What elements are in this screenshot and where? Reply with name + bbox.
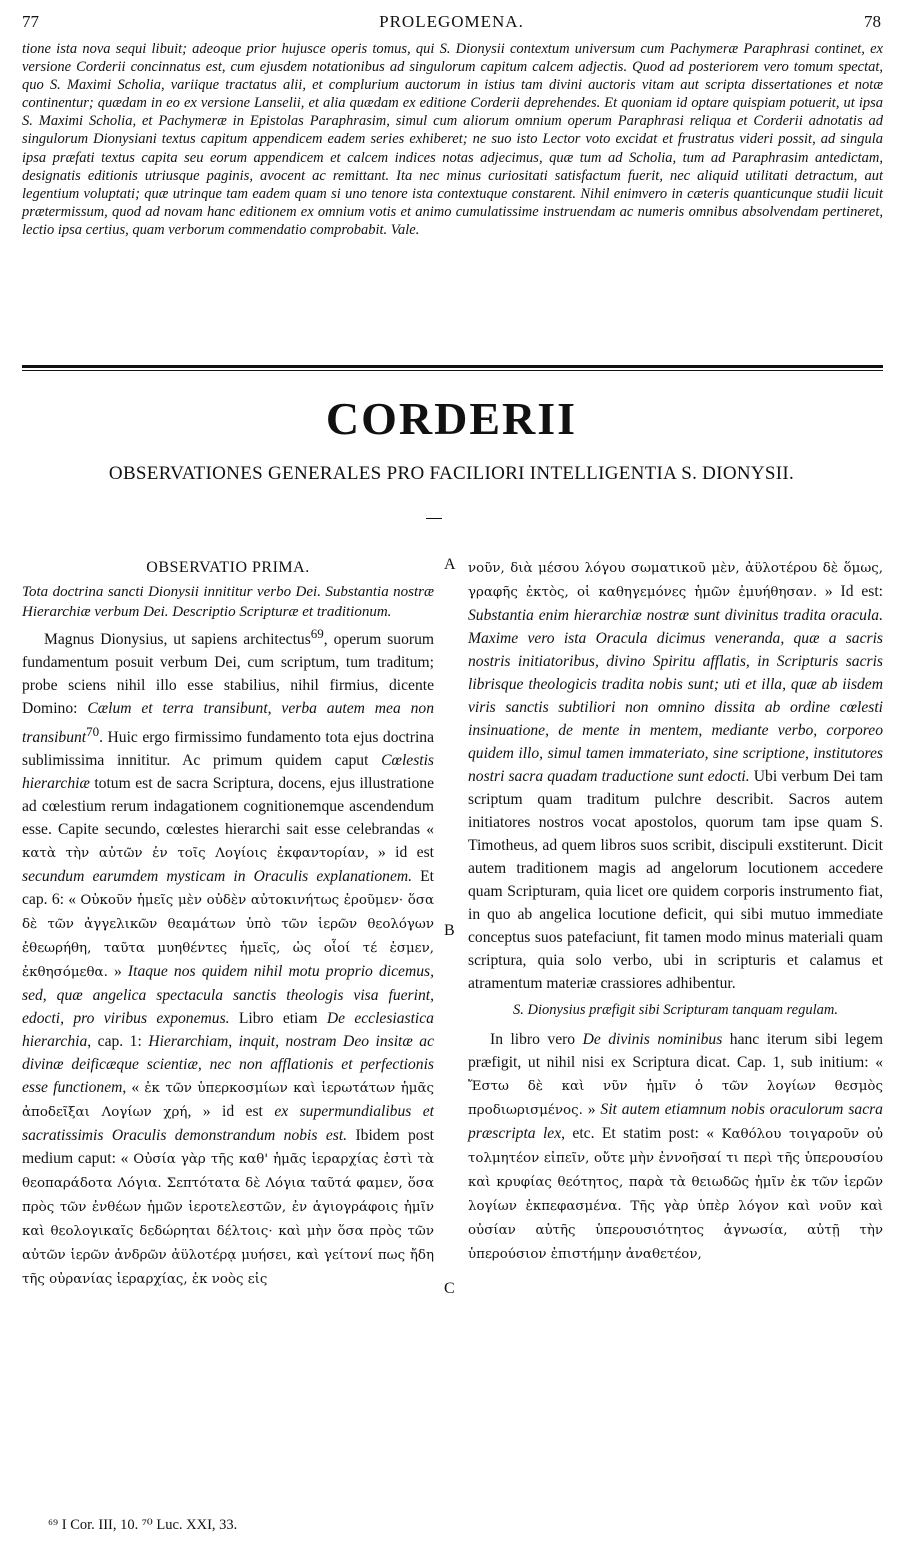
left-paragraph: Magnus Dionysius, ut sapiens architectus$^{69}$, operum suorum fundamentum posuit verbum Dei, cum scriptum, tum traditum; probe sciens nihil illo esse stabilius, nihil firmius, dicente Domino: Cælum et terra transibunt, verba autem mea non transibunt$^{70}$. Huic ergo firmissimo fundamento tota ejus doctrina sublimissima innititur. Ac primum quidem caput Cœlestis hierarchiæ totum est de sacra Scriptura, docens, ejus illustratione ad cœlestium rerum indagationem cognitionemque ascendendum esse. Capite secundo, cœlestes hierarchi sait esse celebrandas « κατὰ τὴν αὐτῶν ἐν τοῖς Λογίοις ἐκφαντορίαν, » id est secundum earumdem mysticam in Oraculis explanationem. Et cap. 6: « Οὐκοῦν ἡμεῖς μὲν οὐδὲν αὐτοκινήτως ἐροῦμεν· ὅσα δὲ τῶν ἀγγελικῶν θεαμάτων ὑπὸ τῶν ἱερῶν θεολόγων ἐθεωρήθη, ταῦτα μυηθέντες ἡμεῖς, ὡς οἷοί τέ ἐσμεν, ἐκθησόμεθα. » Itaque nos quidem nihil motu proprio dicemus, sed, quæ angelica spectacula sanctis theologis visa fuerint, edocti, pro viribus exponemus. Libro etiam De ecclesiastica hierarchia, cap. 1: Hierarchiam, inquit, nostram Deo insitæ ac divinæ deificæque scientiæ, nec non afflationis et perfectionis esse functionem, « ἐκ τῶν ὑπερκοσμίων καὶ ἱερωτάτων ἡμᾶς ἀποδεῖξαι Λογίων χρή, » id est ex supermundialibus et sacratissimis Oraculis demonstrandum nobis est. Ibidem post medium caput: « Οὐσία γὰρ τῆς καθ' ἡμᾶς ἱεραρχίας ἐστὶ τὰ θεοπαράδοτα Λόγια. Σεπτότατα δὲ Λόγια ταῦτά φαμεν, ὅσα πρὸς τῶν ἐνθέων ἡμῶν ἱεροτελεστῶν, ἐν ἁγιογράφοις ἡμῖν καὶ θεολογικαῖς δεδώρηται δέλτοις· καὶ μὴν ὅσα πρὸς τῶν αὐτῶν ἱερῶν ἀνδρῶν ἀϋλοτέρᾳ μυήσει, καὶ γείτονί πως ἤδη τῆς οὐρανίας ἱεραρχίας, ἐκ νοὸς εἰς — [22, 626, 435, 1288]
running-title: PROLEGOMENA. — [379, 12, 524, 31]
intro-text: tione ista nova sequi libuit; adeoque prior hujusce operis tomus, qui S. Dionysii contextum universum cum Pachymeræ Paraphrasi continet, ex versione Corderii concinnatus est, cum ejusdem notationibus ad singulorum capitum calcem adjectis. Quod ad posteriorem vero tomum spectat, quo S. Maximi Scholia, variique tractatus alii, et complurium auctorum in istius tam divini auctoris vitam aut scripta dissertationes et notæ continentur; quædam in eo ex versione Lanselii, et alia quædam ex editione Corderii deprehendes. Et quoniam id optare quispiam potuerit, ut ipsa S. Maximi Scholia, et Pachymeræ in Epistolas Paraphrasim, simul cum aliorum omnium operum Paraphrasi reliqua et Corderii adnotatis ad singulorum Dionysiani textus capitum appendicem eadem series exhiberet; ne suo isto Lector voto excidat et frustratus videri possit, ad singula ipsa præfati textus capita seu eorum appendicem et calcem indices notas adjecimus, quæ tum ad Scholia, tum ad Paraphrasim antedictam, designatis editionis utriusque paginis, avocent ac remittant. Ita nec minus curiositati satisfactum fuerit, nec aliquid utilitati detractum, aut legentium voluptati; quæ utrinque tam eadem quam si uno tenore ista contextuque constarent. Nihil enimvero in cæteris quanticunque studii licuit prætermissum, quod ad novam hanc editionem ex omnium votis et animo cumulatissime instruendam ac numeris omnibus absolvendam pertineret, lectio ipsa certius, quam verborum commendatio comprobabit. Vale. — [22, 41, 883, 238]
margin-letter-c: C — [444, 1280, 455, 1297]
intro-paragraph — [22, 40, 883, 239]
chapter-title: CORDERII — [325, 393, 578, 444]
section-heading: S. Dionysius præfigit sibi Scripturam tanquam regulam. — [513, 1002, 838, 1018]
chapter-subtitle: OBSERVATIONES GENERALES PRO FACILIORI INTELLIGENTIA S. DIONYSII. — [108, 463, 795, 484]
page-number-right: 78 — [864, 12, 881, 31]
running-header — [22, 12, 881, 36]
right-column — [468, 556, 883, 1266]
footnotes: ⁶⁹ I Cor. III, 10. ⁷⁰ Luc. XXI, 33. — [48, 1517, 238, 1533]
section-divider — [22, 365, 883, 371]
footnote-ref-69: 69 — [310, 626, 324, 641]
page-number-left: 77 — [22, 12, 39, 31]
observation-summary: Tota doctrina sancti Dionysii innititur verbo Dei. Substantia nostræ Hierarchiæ verbum Dei. Descriptio Scripturæ et traditionum. — [22, 584, 434, 620]
margin-letter-a: A — [444, 556, 456, 573]
observation-heading: OBSERVATIO PRIMA. — [146, 559, 310, 576]
right-paragraph-2: In libro vero De divinis nominibus hanc iterum sibi legem præfigit, ut nihil nisi ex Scriptura dicat. Cap. 1, sub initium: « Ἔστω δὲ καὶ νῦν ἡμῖν ὁ τῶν λογίων θεσμὸς προδιωρισμένος. » Sit autem etiamnum nobis oraculorum sacra præscripta lex, etc. Et statim post: « Καθόλου τοιγαροῦν οὐ τολμητέον εἰπεῖν, οὔτε μὴν ἐννοῆσαί τι περὶ τῆς ὑπερουσίου καὶ κρυφίας θεότητος, παρὰ τὰ θειωδῶς ἡμῖν ἐκ τῶν ἱερῶν λογίων ἐκπεφασμένα. Τῆς γὰρ ὑπὲρ λόγον καὶ νοῦν καὶ οὐσίαν αὐτῆς ὑπερουσιότητος ἀγνωσία, αὐτῇ τὴν ὑπερούσιον ἐπιστήμην ἀναθετέον, — [468, 1031, 883, 1262]
short-rule — [426, 518, 442, 519]
footnote-ref-70: 70 — [86, 724, 100, 740]
margin-letter-b: B — [444, 922, 455, 939]
left-column — [22, 556, 434, 1291]
right-paragraph-1: νοῦν, διὰ μέσου λόγου σωματικοῦ μὲν, ἀϋλοτέρου δὲ ὅμως, γραφῆς ἐκτὸς, οἱ καθηγεμόνες ἡμῶν ἐμυήθησαν. » Id est: Substantia enim hierarchiæ nostræ sunt divinitus tradita oracula. Maxime vero ista Oracula dicimus veneranda, quæ a sacris nostris initiatoribus, divino Spiritu afflatis, in Scripturis sacris librisque theologicis tradita nobis sunt; uti et illa, quæ ab iisdem viris sanctis subtiliori non omnino dissita ab ordine cœlesti insinuatione, de mente in mentem, mediante verbo, corporeo quidem illo, simul tamen immateriato, sine scriptione, institutores nostri sacra quadam traductione sunt edocti. Ubi verbum Dei tam scriptum quam traditum pulchre describit. Sacros autem initiatores nostros vocat apostolos, quorum tam ipse quam S. Timotheus, ad quem libros suos scribit, discipuli exstiterunt. Dicit autem traditionem magis ad angelorum locutionem accedere quam Scripturam, quia licet ore quidem corporis instrumento fiat, in quo ab angelica locutione deficit, qui sibi mutuo immediate conceptus suos patefaciunt, fit tamen modo minus materiali quam scriptura, quia solo verbo, ubi in scripturis et calamus et atramentum materiæ crassiores adhibentur. — [468, 561, 883, 992]
